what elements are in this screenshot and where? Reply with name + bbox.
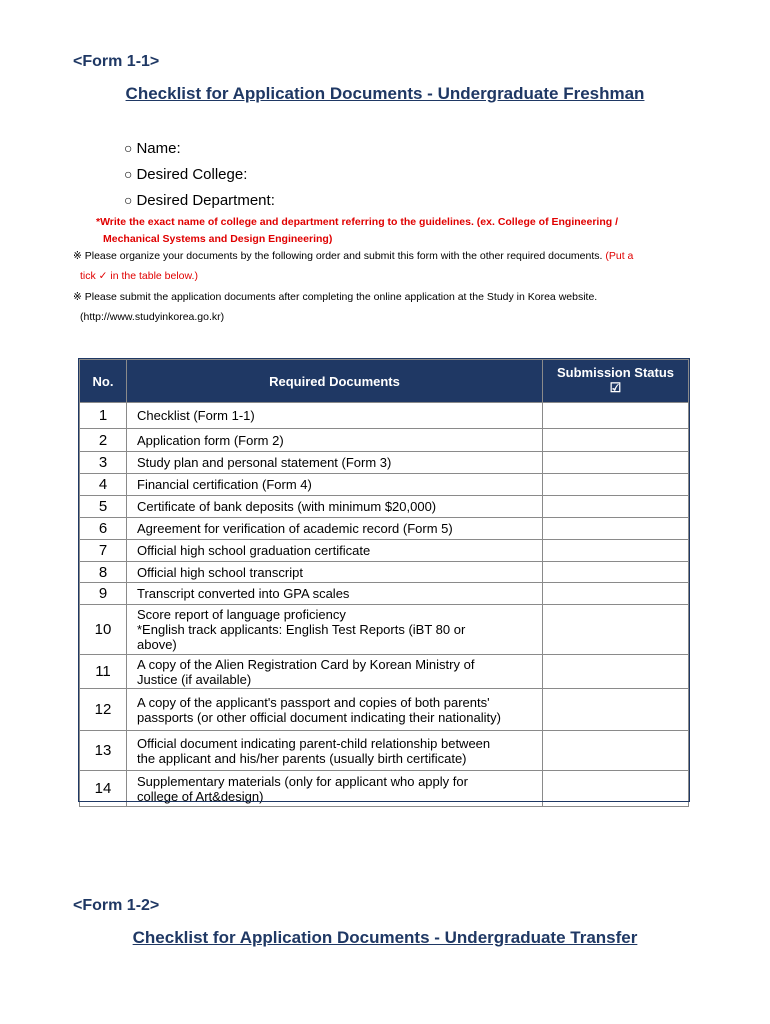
- name-label: Name:: [136, 140, 181, 157]
- table-row: [80, 689, 689, 731]
- row-document: [127, 605, 543, 655]
- row-document: [127, 655, 543, 689]
- table-row: [80, 605, 689, 655]
- table-header-row: [80, 360, 689, 403]
- row-no: 1: [80, 403, 127, 429]
- row-document-line-1: Supplementary materials (only for applicant who apply for: [137, 773, 468, 789]
- row-status-cell[interactable]: [543, 452, 689, 474]
- table-row: [80, 452, 689, 474]
- college-name-note: [96, 214, 706, 248]
- row-document: Transcript converted into GPA scales: [127, 583, 543, 605]
- row-no: 12: [80, 689, 127, 731]
- form-1-2-label: <Form 1-2>: [73, 897, 160, 914]
- row-document-line-1: A copy of the applicant's passport and copies of both parents': [137, 694, 490, 710]
- circle-icon: ○: [124, 140, 133, 156]
- table-row: [80, 771, 689, 807]
- header-no: No.: [80, 360, 127, 403]
- submit-note: [73, 287, 713, 327]
- row-status-cell[interactable]: [543, 689, 689, 731]
- organize-note: [73, 246, 713, 286]
- row-status-cell[interactable]: [543, 496, 689, 518]
- row-document: Certificate of bank deposits (with minimum $20,000): [127, 496, 543, 518]
- table-row: [80, 474, 689, 496]
- row-document: Official high school transcript: [127, 562, 543, 583]
- row-document-line-1: A copy of the Alien Registration Card by Korean Ministry of: [137, 656, 475, 672]
- row-document: Study plan and personal statement (Form 3): [127, 452, 543, 474]
- table-row: [80, 518, 689, 540]
- row-status-cell[interactable]: [543, 655, 689, 689]
- reference-mark-icon: ※: [73, 291, 82, 303]
- row-status-cell[interactable]: [543, 540, 689, 562]
- row-document-line-2: the applicant and his/her parents (usually birth certificate): [137, 750, 467, 766]
- table-row: [80, 496, 689, 518]
- desired-college-label: Desired College:: [136, 166, 248, 183]
- form-1-2-title: Checklist for Application Documents - Undergraduate Transfer: [132, 928, 638, 947]
- row-no: 4: [80, 474, 127, 496]
- row-no: 2: [80, 429, 127, 452]
- tick-note-b: tick ✓ in the table below.): [80, 270, 198, 282]
- row-document-line-3: above): [137, 637, 177, 652]
- organize-note-text: Please organize your documents by the following order and submit this form with the other required documents.: [84, 250, 603, 262]
- row-document-line-1: Score report of language proficiency: [137, 607, 346, 622]
- college-name-note-line-2: Mechanical Systems and Design Engineering): [103, 233, 333, 245]
- row-no: 11: [80, 655, 127, 689]
- row-no: 5: [80, 496, 127, 518]
- row-status-cell[interactable]: [543, 518, 689, 540]
- row-status-cell[interactable]: [543, 771, 689, 807]
- desired-college-field: [124, 166, 247, 183]
- desired-department-field: [124, 192, 275, 209]
- header-required-documents: Required Documents: [127, 360, 543, 403]
- required-documents-table: [79, 359, 689, 807]
- row-no: 9: [80, 583, 127, 605]
- table-row: [80, 429, 689, 452]
- row-no: 13: [80, 731, 127, 771]
- table-row: [80, 731, 689, 771]
- row-no: 7: [80, 540, 127, 562]
- row-no: 8: [80, 562, 127, 583]
- header-submission-status-label: Submission Status: [556, 365, 675, 380]
- row-document-line-2: passports (or other official document indicating their nationality): [137, 709, 501, 725]
- row-status-cell[interactable]: [543, 731, 689, 771]
- row-status-cell[interactable]: [543, 429, 689, 452]
- row-document: Agreement for verification of academic record (Form 5): [127, 518, 543, 540]
- row-no: 3: [80, 452, 127, 474]
- row-no: 14: [80, 771, 127, 807]
- row-status-cell[interactable]: [543, 605, 689, 655]
- table-row: [80, 562, 689, 583]
- circle-icon: ○: [124, 192, 133, 208]
- desired-department-label: Desired Department:: [136, 192, 275, 209]
- row-document-line-1: Official document indicating parent-child relationship between: [137, 735, 491, 751]
- row-status-cell[interactable]: [543, 403, 689, 429]
- table-row: [80, 583, 689, 605]
- checkbox-icon: ☑: [609, 380, 622, 395]
- row-document: Financial certification (Form 4): [127, 474, 543, 496]
- circle-icon: ○: [124, 166, 133, 182]
- row-document-line-2: Justice (if available): [137, 671, 252, 687]
- row-document-line-2: *English track applicants: English Test Reports (iBT 80 or: [137, 622, 466, 637]
- row-status-cell[interactable]: [543, 562, 689, 583]
- college-name-note-line-1: *Write the exact name of college and department referring to the guidelines. (ex. College of Engineering /: [96, 216, 618, 228]
- row-document-line-2: college of Art&design): [137, 788, 264, 804]
- row-status-cell[interactable]: [543, 474, 689, 496]
- row-document: Checklist (Form 1-1): [127, 403, 543, 429]
- row-document: [127, 689, 543, 731]
- table-row: [80, 403, 689, 429]
- study-in-korea-url: (http://www.studyinkorea.go.kr): [80, 311, 225, 323]
- submit-note-text: Please submit the application documents after completing the online application at the Study in Korea website.: [84, 291, 598, 303]
- row-document: Official high school graduation certificate: [127, 540, 543, 562]
- row-no: 6: [80, 518, 127, 540]
- table-row: [80, 540, 689, 562]
- header-submission-status: [543, 360, 689, 403]
- form-1-1-title: Checklist for Application Documents - Undergraduate Freshman: [125, 84, 645, 103]
- row-document: [127, 731, 543, 771]
- form-1-1-label: <Form 1-1>: [73, 53, 160, 70]
- row-no: 10: [80, 605, 127, 655]
- name-field: [124, 140, 181, 157]
- row-document: Application form (Form 2): [127, 429, 543, 452]
- table-row: [80, 655, 689, 689]
- reference-mark-icon: ※: [73, 250, 82, 262]
- tick-note-a: (Put a: [605, 250, 634, 262]
- row-document: [127, 771, 543, 807]
- row-status-cell[interactable]: [543, 583, 689, 605]
